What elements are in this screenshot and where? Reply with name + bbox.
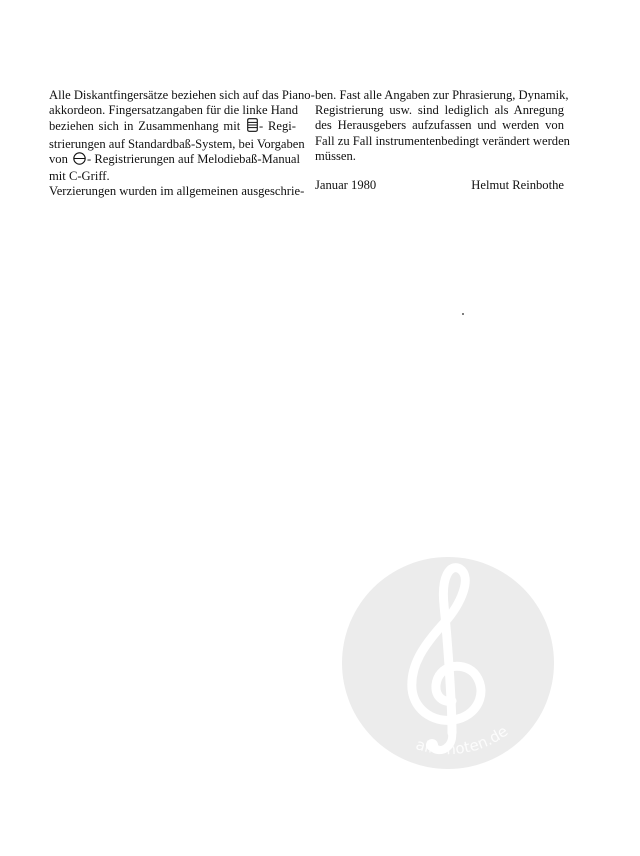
text-line: strierungen auf Standardbaß-System, bei Vorgaben [49,136,305,151]
signature-row [315,178,564,193]
watermark-text: alle-noten.de [413,722,512,759]
text-line: müssen. [315,148,356,163]
text-segment: - Registrierungen auf Melodiebaß-Manual [87,151,301,166]
text-line: Fall zu Fall instrumentenbedingt verändert werden [315,133,570,148]
text-line: des Herausgebers aufzufassen und werden von [315,118,564,133]
text-segment: beziehen sich in Zusammenhang mit [49,119,241,134]
print-speck [462,313,464,315]
author-name: Helmut Reinbothe [471,178,564,193]
text-line-with-symbol [49,118,296,136]
melody-bass-register-icon [73,152,86,169]
date: Januar 1980 [315,178,377,193]
text-line-with-symbol [49,151,301,169]
left-column [49,88,315,199]
text-line: Verzierungen wurden im allgemeinen ausgeschrie- [49,184,305,199]
text-line: akkordeon. Fingersatzangaben für die linke Hand [49,103,298,118]
text-line: Registrierung usw. sind lediglich als Anregung [315,103,564,118]
right-column [315,88,570,193]
text-line: Alle Diskantfingersätze beziehen sich auf das Piano- [49,88,315,102]
standard-bass-register-icon [247,118,258,136]
text-line: mit C-Griff. [49,169,110,184]
text-line: ben. Fast alle Angaben zur Phrasierung, Dynamik, [315,88,569,102]
text-segment: von [49,151,68,166]
watermark [340,555,556,771]
text-segment: - Regi- [259,119,296,134]
